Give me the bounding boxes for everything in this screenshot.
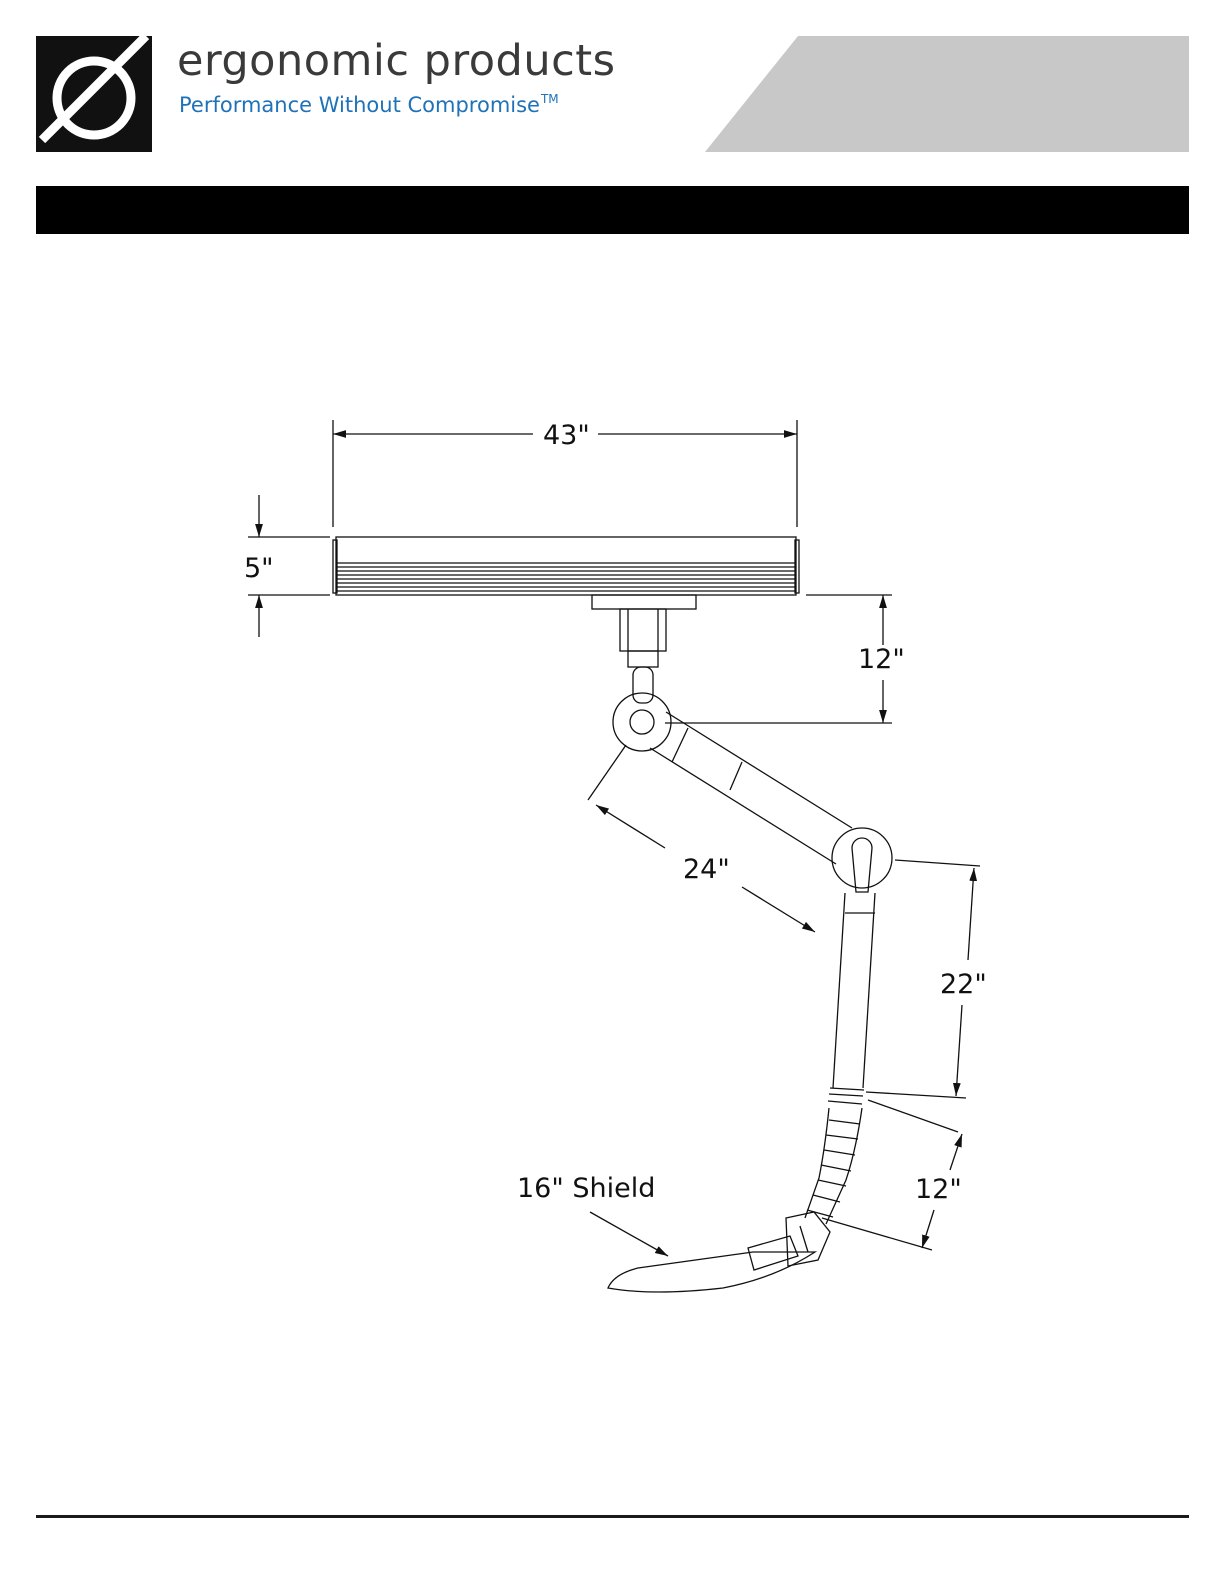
width-dimension-label: 43" <box>543 420 590 451</box>
brand-name: ergonomic products <box>177 36 616 86</box>
trademark-mark: TM <box>540 92 559 106</box>
footer-rule <box>36 1515 1189 1518</box>
height-dimension-label: 5" <box>244 553 274 584</box>
lower-arm-dimension-label: 22" <box>940 969 987 1000</box>
tagline-text: Performance Without Compromise <box>179 93 540 117</box>
upper-arm-dimension-label: 24" <box>683 854 730 885</box>
flex-arm-dimension-label: 12" <box>915 1174 962 1205</box>
drop-dimension-label: 12" <box>858 644 905 675</box>
shield-callout-label: 16" Shield <box>517 1173 656 1204</box>
